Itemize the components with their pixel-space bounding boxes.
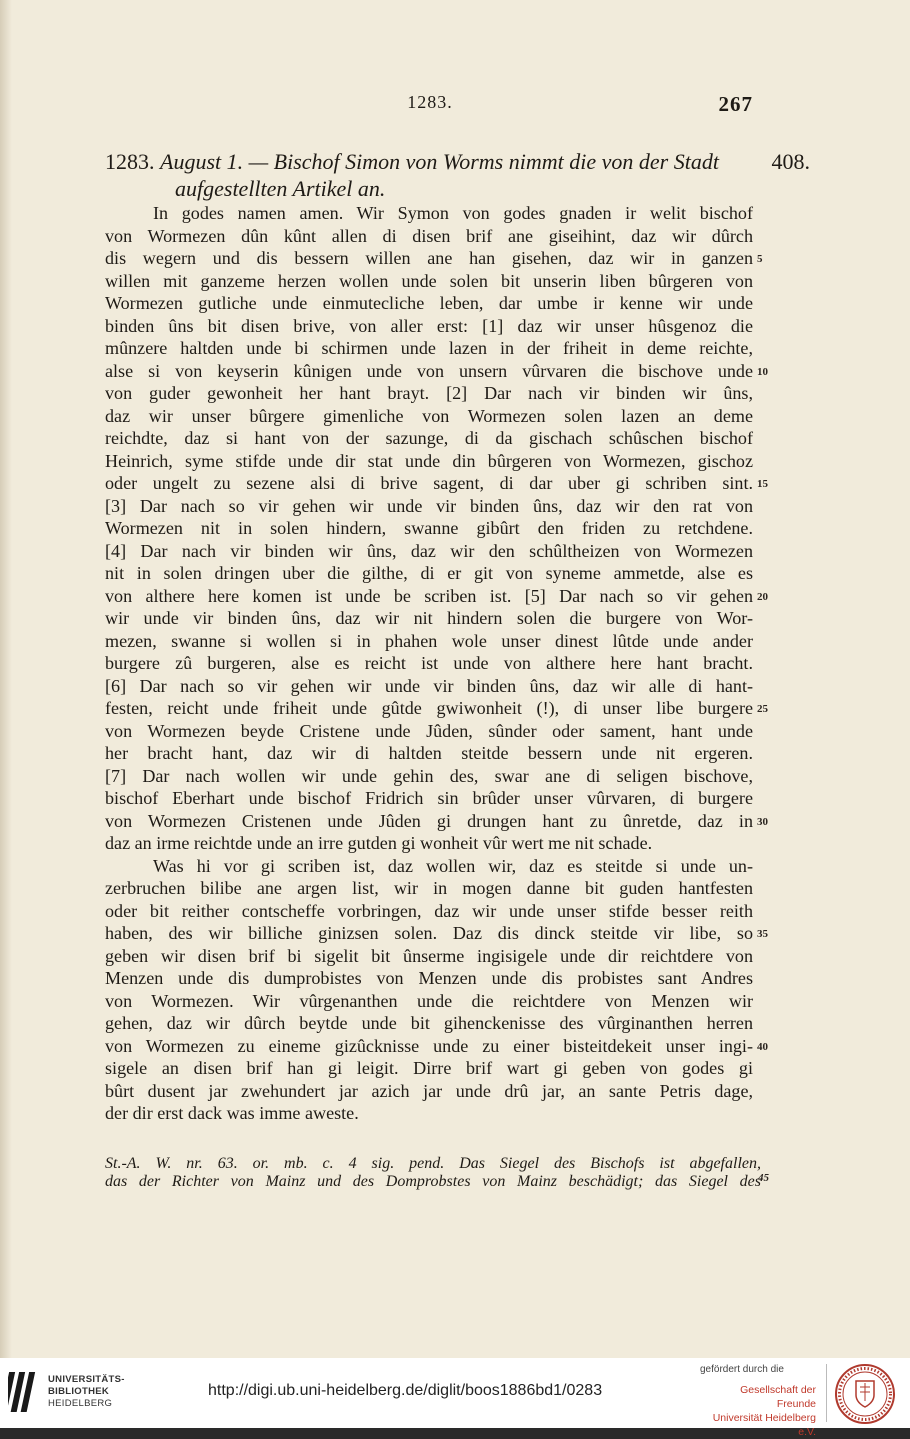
margin-line-number: 20	[757, 590, 768, 603]
body-line: binden ûns bit disen brive, von aller erst: [1] daz wir unser hûsgenoz die	[105, 315, 753, 336]
document-body	[105, 202, 753, 1125]
document-title-line-1: August 1. — Bischof Simon von Worms nimmt die von der Stadt	[160, 149, 719, 174]
margin-line-number: 25	[757, 703, 768, 715]
body-line: Wormezen nit in solen hindern, swanne gibûrt den friden zu retchdene.	[105, 518, 753, 538]
margin-line-number: 30	[757, 815, 768, 828]
body-line: her bracht hant, daz wir di haltden steitde bessern unde nit ergeren.	[105, 743, 753, 763]
body-line: von Wormezen zu eineme gizûcknisse unde zu einer bisteitdekeit unser ingi-	[105, 1035, 753, 1056]
margin-line-number: 5	[757, 253, 763, 265]
body-line: Menzen unde dis dumprobistes von Menzen unde dis probistes sant Andres	[105, 968, 753, 988]
page-number: 267	[718, 92, 753, 116]
footer-divider	[826, 1364, 827, 1422]
sponsor-name-line-2: Universität Heidelberg e.V.	[712, 1412, 816, 1438]
document-date: 1283.	[105, 149, 155, 174]
body-line: [4] Dar nach vir binden wir ûns, daz wir den schûltheizen von Wormezen	[105, 540, 753, 561]
body-line: sigele an disen brif han gi leigit. Dirre brif wart gi geben von godes gi	[105, 1058, 753, 1078]
body-line: bûrt dusent jar zwehundert jar azich jar unde drû jar, an sante Petris dage,	[105, 1080, 753, 1101]
body-line: von althere here komen ist unde be scriben ist. [5] Dar nach so vir gehen	[105, 585, 753, 606]
body-line: mezen, swanne si wollen si in phahen wole unser dinest lûtde unde ander	[105, 630, 753, 651]
document-title-line-2: aufgestellten Artikel an.	[175, 176, 386, 201]
body-line: bischof Eberhart unde bischof Fridrich sin brûder unser vûrvaren, di burgere	[105, 788, 753, 808]
library-name-line-2: BIBLIOTHEK	[48, 1386, 110, 1397]
library-name-line-3: HEIDELBERG	[48, 1398, 113, 1409]
body-line: von Wormezen Cristenen unde Jûden gi drungen hant zu ûnretde, daz in	[105, 810, 753, 831]
body-line: von Wormezen dûn kûnt allen di disen brif ane giseihint, daz wir dûrch	[105, 225, 753, 246]
sponsor-name-line-1: Gesellschaft der Freunde	[740, 1384, 816, 1410]
footer-bar	[0, 1358, 910, 1438]
sponsor-name	[704, 1383, 816, 1439]
body-line: [3] Dar nach so vir gehen wir unde vir binden ûns, daz wir den rat von	[105, 495, 753, 516]
footnote-line-1: St.-A. W. nr. 63. or. mb. c. 4 sig. pend. Das Siegel des Bischofs ist abgefallen,	[105, 1155, 761, 1172]
body-line: Wormezen gutliche unde einmutecliche leben, dar umbe ir kenne wir unde	[105, 293, 753, 313]
body-line: daz wir unser bûrgere gimenliche von Wormezen solen lazen an deme	[105, 405, 753, 426]
university-seal-icon	[834, 1363, 896, 1425]
library-logo-icon	[8, 1368, 38, 1416]
body-line: von Wormezen. Wir vûrgenanthen unde die reichtdere von Menzen wir	[105, 990, 753, 1011]
running-header	[105, 92, 755, 122]
body-line: burgere zû burgeren, alse es reicht ist unde von althere here hant bracht.	[105, 653, 753, 673]
body-line: [7] Dar nach wollen wir unde gehin des, swar ane di seligen bischove,	[105, 765, 753, 786]
margin-line-number: 35	[757, 928, 768, 940]
library-name	[48, 1374, 125, 1410]
body-line: daz an irme reichtde unde an irre gutden gi wonheit vûr wert me nit schade.	[105, 833, 653, 853]
header-year: 1283.	[407, 92, 453, 112]
page-edge-shadow	[0, 0, 12, 1358]
body-line: In godes namen amen. Wir Symon von godes gnaden ir welit bischof	[153, 203, 753, 223]
footnote	[105, 1155, 769, 1191]
library-name-line-1: UNIVERSITÄTS-	[48, 1374, 125, 1385]
body-line: haben, des wir billiche ginizsen solen. Daz dis dinck steitde vir libe, so	[105, 923, 753, 943]
body-line: oder bit reither contscheffe vorbringen, daz wir unde unser stifde besser reith	[105, 900, 753, 921]
body-line: der dir erst dack was imme aweste.	[105, 1103, 359, 1123]
body-line: nit in solen dringen uber die gilthe, di er git von syneme ammetde, alse es	[105, 563, 753, 583]
body-line: Was hi vor gi scriben ist, daz wollen wir, daz es steitde si unde un-	[153, 855, 753, 876]
body-line: Heinrich, syme stifde unde dir stat unde din bûrgeren von Wormezen, gischoz	[105, 450, 753, 471]
body-line: gehen, daz wir dûrch beytde unde bit gihenckenisse des vûrginanthen herren	[105, 1013, 753, 1033]
body-line: zerbruchen bilibe ane argen list, wir in mogen danne bit guden hantfesten	[105, 878, 753, 898]
footnote-line-number: 45	[758, 1172, 769, 1184]
body-line: von guder gewonheit her hant brayt. [2] Dar nach vir binden wir ûns,	[105, 383, 753, 403]
body-line: willen mit ganzeme herzen wollen unde solen bit unserin liben bûrgeren von	[105, 270, 753, 291]
body-line: oder ungelt zu sezene alsi di brive sagent, di dar uber gi schriben sint.	[105, 473, 753, 493]
body-line: festen, reicht unde friheit unde gûtde gwiwonheit (!), di unser libe burgere	[105, 698, 753, 718]
document-number: 408.	[771, 149, 810, 174]
body-line: reichdte, daz si hant von der sazunge, di da gischach schûschen bischof	[105, 428, 753, 448]
body-line: geben wir disen brif bi sigelit bit ûnserme ingisigele unde dir reichtdere von	[105, 945, 753, 966]
margin-line-number: 10	[757, 365, 768, 378]
permalink-url[interactable]: http://digi.ub.uni-heidelberg.de/diglit/boos1886bd1/0283	[208, 1382, 603, 1399]
margin-line-number: 15	[757, 478, 768, 490]
body-line: von Wormezen beyde Cristene unde Jûden, sûnder oder sament, hant unde	[105, 720, 753, 741]
body-line: dis wegern und dis bessern willen ane han gisehen, daz wir in ganzen	[105, 248, 753, 268]
sponsor-intro: gefördert durch die	[700, 1364, 784, 1375]
body-line: [6] Dar nach so vir gehen wir unde vir binden ûns, daz wir alle di hant-	[105, 675, 753, 696]
body-line: wir unde vir binden ûns, daz wir nit hindern solen die burgere von Wor-	[105, 608, 753, 628]
document-heading	[105, 148, 810, 202]
footnote-line-2: das der Richter von Mainz und des Domprobstes von Mainz beschädigt; das Siegel des	[105, 1173, 761, 1190]
margin-line-number: 40	[757, 1040, 768, 1053]
body-line: alse si von keyserin kûnigen unde von unsern vûrvaren die bischove unde	[105, 360, 753, 381]
body-line: mûnzere haltden unde bi schirmen unde lazen in der friheit in deme reichte,	[105, 338, 753, 358]
